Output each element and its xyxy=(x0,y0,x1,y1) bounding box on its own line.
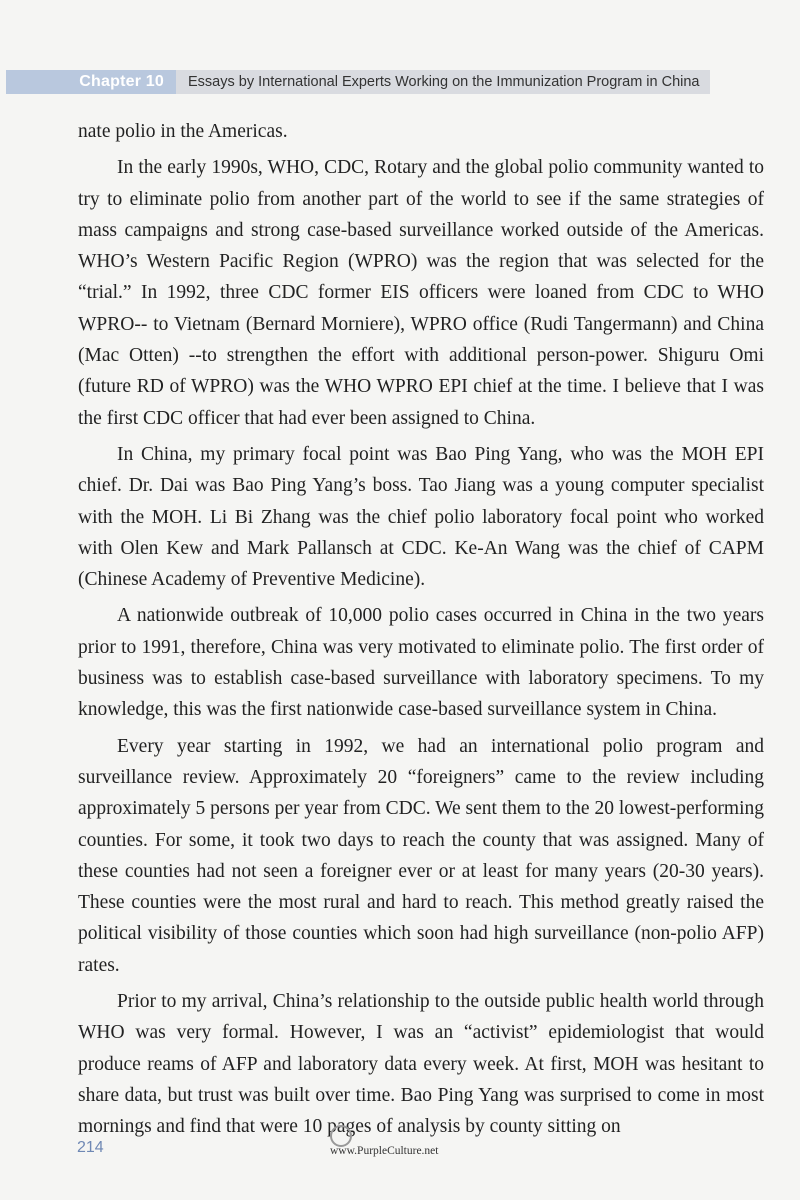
paragraph: Every year starting in 1992, we had an international polio program and surveillance review. Approximately 20 “foreigners” came to the review including approximately 5 persons per year from CDC. We sent them to the 20 lowest-performing counties. For some, it took two days to reach the county that was assigned. Many of these counties had not seen a foreigner ever or at least for many years (20-30 years). These counties were the most rural and hard to reach. This method greatly raised the political visibility of those counties which soon had high surveillance (non-polio AFP) rates. xyxy=(78,735,764,976)
paragraph: In China, my primary focal point was Bao Ping Yang, who was the MOH EPI chief. Dr. Dai was Bao Ping Yang’s boss. Tao Jiang was a young computer specialist with the MOH. Li Bi Zhang was the chief polio laboratory focal point who worked with Olen Kew and Mark Pallansch at CDC. Ke-An Wang was the chief of CAPM (Chinese Academy of Preventive Medicine). xyxy=(78,443,764,591)
page-number: 214 xyxy=(77,1139,104,1156)
header-title: Essays by International Experts Working on the Immunization Program in China xyxy=(188,74,700,90)
watermark-url: www.PurpleCulture.net xyxy=(330,1145,439,1157)
running-header xyxy=(6,70,710,94)
paragraph: nate polio in the Americas. xyxy=(78,121,288,142)
watermark-logo-icon xyxy=(330,1125,352,1147)
chapter-label: Chapter 10 xyxy=(6,70,176,94)
watermark xyxy=(330,1125,500,1155)
paragraph: In the early 1990s, WHO, CDC, Rotary and the global polio community wanted to try to eliminate polio from another part of the world to see if the same strategies of mass campaigns and strong case-based surveillance worked outside of the Americas. WHO’s Western Pacific Region (WPRO) was the region that was selected for the “trial.” In 1992, three CDC former EIS officers were loaned from CDC to WHO WPRO-- to Vietnam (Bernard Morniere), WPRO office (Rudi Tangermann) and China (Mac Otten) --to strengthen the effort with additional person-power. Shiguru Omi (future RD of WPRO) was the WHO WPRO EPI chief at the time. I believe that I was the first CDC officer that had ever been assigned to China. xyxy=(78,157,764,429)
paragraph: A nationwide outbreak of 10,000 polio cases occurred in China in the two years prior to 1991, therefore, China was very motivated to eliminate polio. The first order of business was to establish case-based surveillance with laboratory specimens. To my knowledge, this was the first nationwide case-based surveillance system in China. xyxy=(78,605,764,721)
body-text xyxy=(78,116,764,1148)
paragraph: Prior to my arrival, China’s relationship to the outside public health world through WHO was very formal. However, I was an “activist” epidemiologist that would produce reams of AFP and laboratory data every week. At first, MOH was hesitant to share data, but trust was built over time. Bao Ping Yang was surprised to come in most mornings and find that were 10 pages of analysis by county sitting on xyxy=(78,991,764,1138)
